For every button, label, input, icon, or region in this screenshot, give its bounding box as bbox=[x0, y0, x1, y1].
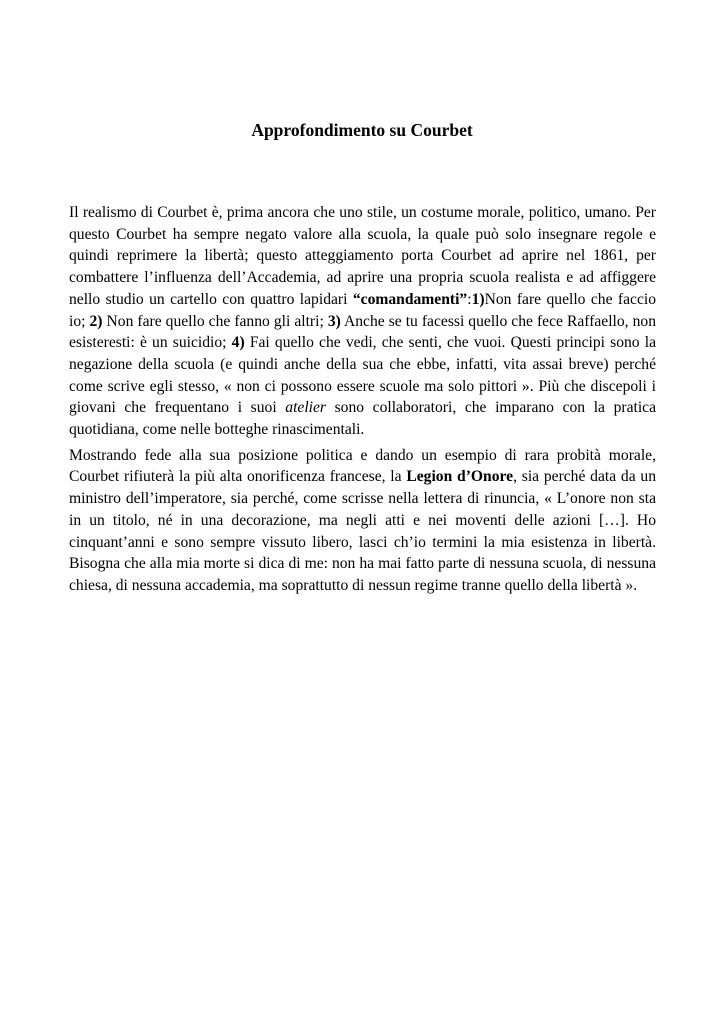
p1-bold-rule-4: 4) bbox=[231, 334, 245, 352]
p1-rule-4-text: Fai quello che vedi, che senti, che vuoi. Questi principi sono la negazione della scuola (e quindi anche della sua che ebbe, infatti, vita assai breve) perché come scrive egli stesso, « non ci possono essere scuole ma solo pittori ». Più che discepoli i giovani che frequentano i suoi bbox=[69, 334, 656, 417]
paragraph-1 bbox=[69, 202, 656, 441]
p1-colon: : bbox=[467, 290, 472, 308]
p1-rule-1-text: Non fare quello che faccio io; bbox=[69, 290, 656, 330]
p1-rule-3-text: Anche se tu facessi quello che fece Raffaello, non esisteresti: è un suicidio; bbox=[69, 312, 656, 352]
p1-bold-rule-2: 2) bbox=[89, 312, 103, 330]
p1-bold-comandamenti: “comandamenti” bbox=[352, 290, 468, 308]
p1-text-end: sono collaboratori, che imparano con la pratica quotidiana, come nelle botteghe rinascimentali. bbox=[69, 399, 656, 439]
p1-rule-2-text: Non fare quello che fanno gli altri; bbox=[102, 312, 328, 330]
p1-bold-rule-3: 3) bbox=[327, 312, 341, 330]
p1-italic-atelier: atelier bbox=[285, 399, 326, 417]
p1-text-intro: Il realismo di Courbet è, prima ancora che uno stile, un costume morale, politico, umano. Per questo Courbet ha sempre negato valore alla scuola, la quale può solo insegnare regole e quindi reprimere la libertà; questo atteggiamento porta Courbet ad aprire nel 1861, per combattere l’influenza dell’Accademia, ad aprire una propria scuola realista e ad affiggere nello studio un cartello con quattro lapidari bbox=[69, 204, 656, 308]
page-title: Approfondimento su Courbet bbox=[251, 120, 473, 140]
p2-text-end: , sia perché data da un ministro dell’imperatore, sia perché, come scrisse nella lettera di rinuncia, « L’onore non sta in un titolo, né in una decorazione, ma negli atti e nei moventi delle azioni […]. Ho cinquant’anni e sono sempre vissuto libero, lasci ch’io termini la mia esistenza in libertà. Bisogna che alla mia morte si dica di me: non ha mai fatto parte di nessuna scuola, di nessuna chiesa, di nessuna accademia, ma soprattutto di nessun regime tranne quello della libertà ». bbox=[69, 468, 656, 594]
p1-bold-rule-1: 1) bbox=[471, 290, 485, 308]
p2-bold-legion: Legion d’Onore bbox=[406, 468, 514, 486]
p2-text-intro: Mostrando fede alla sua posizione politica e dando un esempio di rara probità morale, Courbet rifiuterà la più alta onorificenza francese, la bbox=[69, 446, 656, 486]
paragraph-2 bbox=[69, 445, 656, 597]
document-body bbox=[69, 202, 656, 597]
